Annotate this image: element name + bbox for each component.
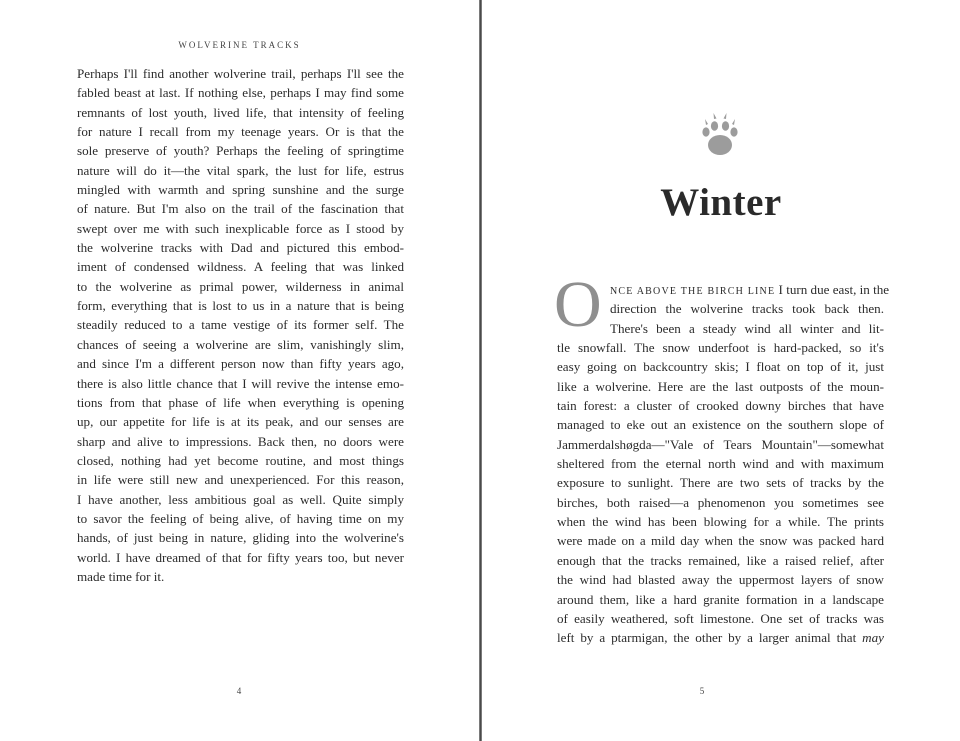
running-head: WOLVERINE TRACKS <box>178 40 301 50</box>
text-line: swept over me with such inexplicable force as I stood by <box>77 220 404 236</box>
text-line: remnants of lost youth, lived life, that intensity of feeling <box>77 104 404 120</box>
text-line: hands, of just being in nature, gliding into the wolverine's <box>77 530 404 546</box>
text-line: made time for it. <box>77 568 165 584</box>
text-line: birches, both raised—a phenomenon you sometimes see <box>557 494 884 510</box>
text-line: Perhaps I'll find another wolverine trail, perhaps I'll see the <box>77 66 404 81</box>
left-page <box>0 0 479 741</box>
last-line-start: left by a ptarmigan, the other by a larger animal that <box>557 630 863 646</box>
text-line: fabled beast at last. If nothing else, perhaps I may find some <box>77 85 404 101</box>
text-line: tle snowfall. The snow underfoot is hard-packed, so it's <box>557 340 884 356</box>
text-line <box>557 628 884 647</box>
text-line: to the wolverine as primal power, wilderness in animal <box>77 278 404 294</box>
text-line: up, our appetite for life is at its peak, and our senses are <box>77 414 404 430</box>
text-line: were made on a mild day when the snow was packed hard <box>557 533 884 549</box>
text-line: and since I'm a different person now than fifty years ago, <box>77 356 404 372</box>
page-number-left: 4 <box>236 686 242 696</box>
text-line: tions from that phase of life when everything is opening <box>77 394 404 410</box>
text-line: enough that the tracks remained, like a raised relief, after <box>557 552 884 568</box>
text-line: steadily reduced to a tame vestige of its former self. The <box>77 317 404 333</box>
text-line: sheltered from the eternal north wind and with maximum <box>557 456 884 472</box>
text-line: around them, like a hard granite formation in a landscape <box>557 591 884 607</box>
text-line: form, everything that is lost to us in a nature that is being <box>77 298 404 314</box>
chapter-title: Winter <box>660 181 782 224</box>
text-line: Jammerdalshøgda—"Vale of Tears Mountain"—somewhat <box>557 436 884 452</box>
text-line: of easily weathered, soft limestone. One set of tracks was <box>557 610 884 626</box>
right-text-lines <box>557 338 884 628</box>
text-line: there is also little chance that I will revive the intense emo- <box>77 375 404 391</box>
text-line: exposure to sunlight. There are two sets of tracks by the <box>557 475 884 491</box>
opening-smallcaps: NCE ABOVE THE BIRCH LINE <box>610 286 776 297</box>
drop-cap: O <box>554 268 602 341</box>
text-line: nature will do it—the vital spark, the lust for life, estrus <box>77 162 404 178</box>
text-line: of nature. But I'm also on the trail of the fascination that <box>77 201 404 217</box>
text-line: world. I have dreamed of that for fifty years too, but never <box>77 549 404 565</box>
page-number-right: 5 <box>699 686 705 696</box>
text-line: sharp and alive to impressions. Back then, no doors were <box>77 433 404 449</box>
right-page <box>482 0 960 741</box>
text-line: chances of seeing a wolverine are slim, vanishingly slim, <box>77 336 404 352</box>
text-line: when the wind has been blowing for a while. The prints <box>557 514 884 530</box>
text-line: direction the wolverine tracks took back then. <box>610 301 884 317</box>
text-line: the wind had blasted away the uppermost layers of snow <box>557 572 884 588</box>
text-line: like a wolverine. Here are the last outposts of the moun- <box>557 378 884 394</box>
text-line: the wolverine tracks with Dad and pictured this embod- <box>77 240 404 256</box>
left-body-text <box>77 64 404 586</box>
text-line: mingled with warmth and spring sunshine and the surge <box>77 182 404 198</box>
text-line: iment of condensed wildness. A feeling that was linked <box>77 259 404 275</box>
text-line: easy going on backcountry skis; I float on top of it, just <box>557 359 884 375</box>
right-body-text <box>554 268 890 648</box>
text-line: tain forest: a cluster of crooked downy birches that have <box>557 398 884 414</box>
text-line: managed to eke out an existence on the southern slope of <box>557 417 884 433</box>
text-line: I have another, less ambitious goal as well. Quite simply <box>77 491 404 507</box>
text-line: sole preserve of youth? Perhaps the feeling of springtime <box>77 143 404 159</box>
text-line: in life were still new and unexperienced. For this reason, <box>77 472 404 488</box>
last-line-italic: may <box>862 630 884 646</box>
text-line: for nature I recall from my teenage years. Or is that the <box>77 124 404 140</box>
opening-line-rest: I turn due east, in the <box>775 282 890 297</box>
text-line <box>557 280 890 299</box>
text-line: to savor the feeling of being alive, of having time on my <box>77 510 404 526</box>
paw-print-icon <box>700 113 740 159</box>
text-line: There's been a steady wind all winter and lit- <box>610 320 884 336</box>
text-line: closed, nothing had yet become routine, and most things <box>77 452 404 468</box>
